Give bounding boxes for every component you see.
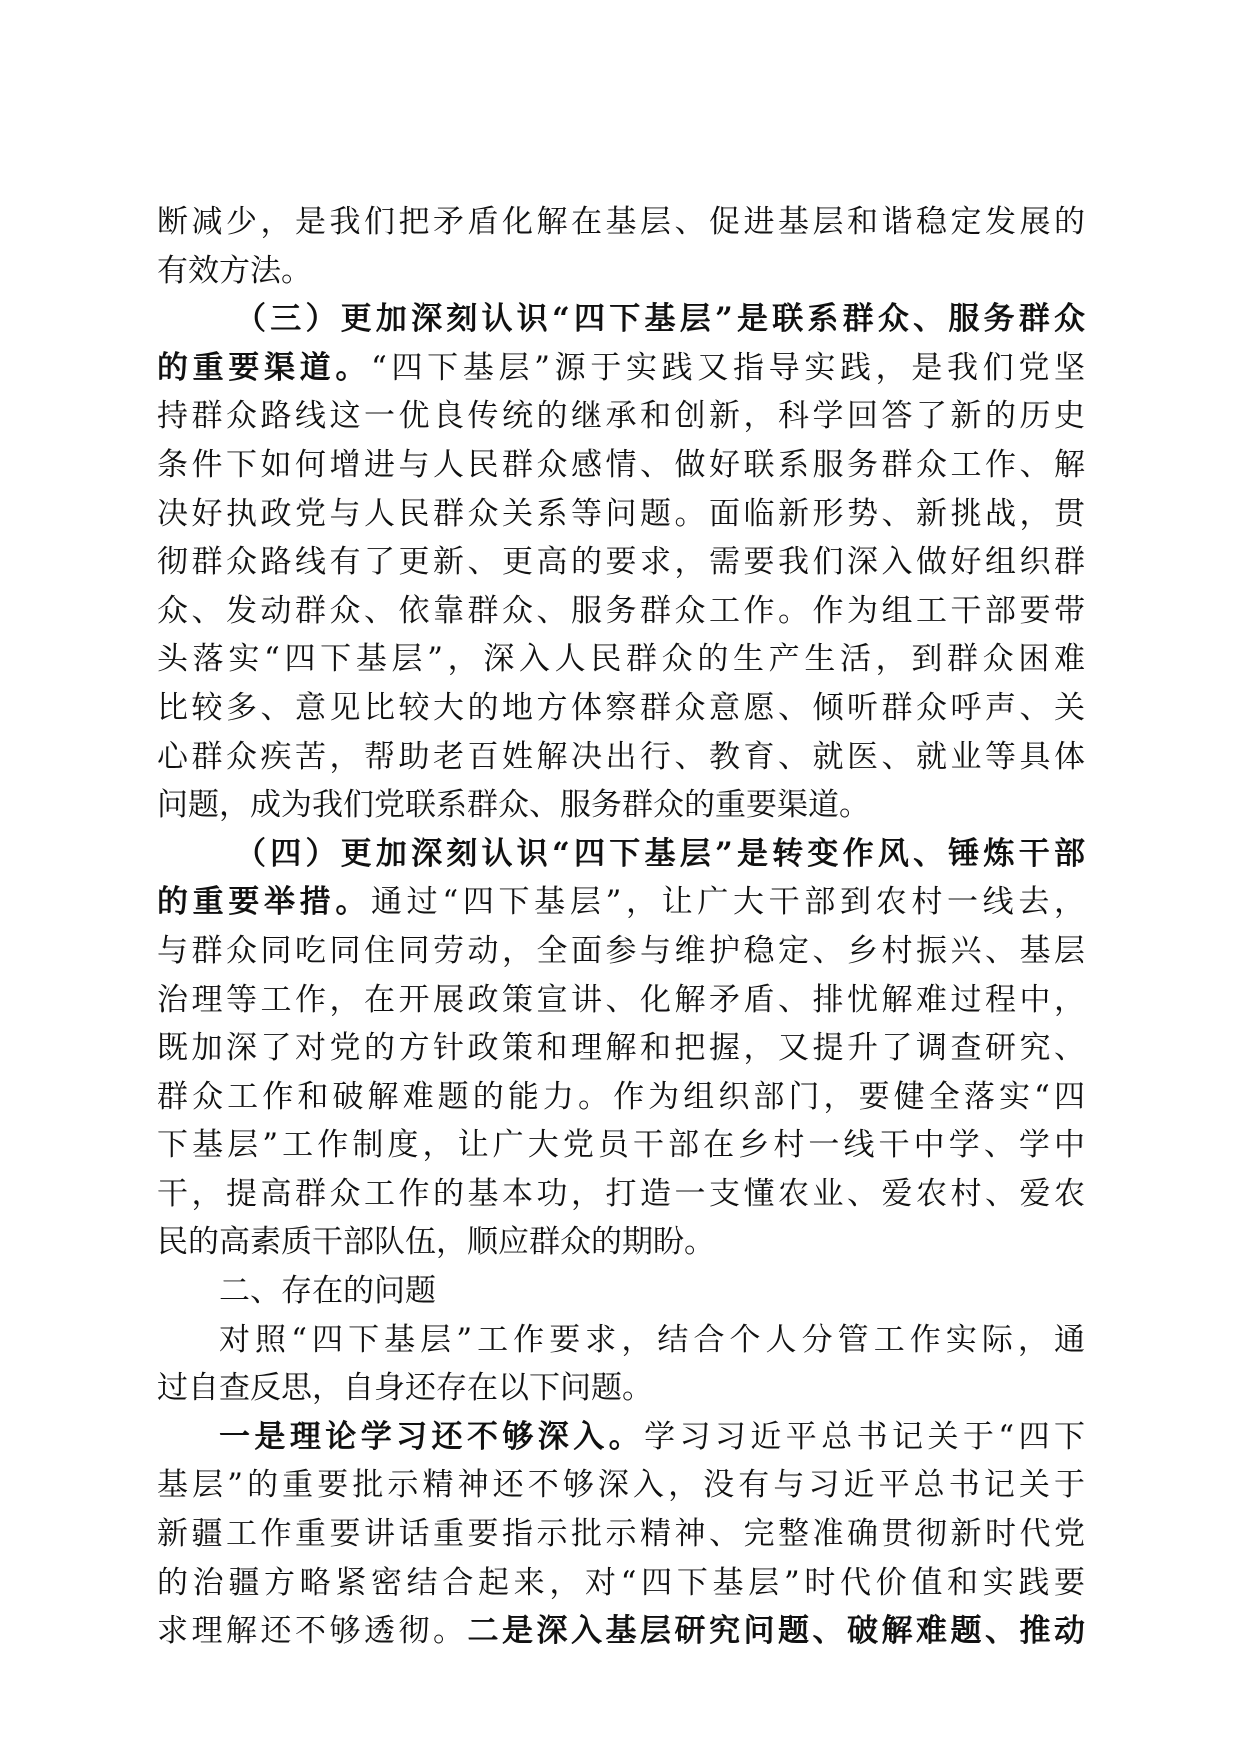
text-line bbox=[157, 781, 1085, 830]
body-text: 群众工作和破解难题的能力。作为组织部门，要健全落实“四 bbox=[157, 1078, 1085, 1115]
body-text: 治理等工作，在开展政策宣讲、化解矛盾、排忧解难过程中， bbox=[157, 981, 1085, 1018]
text-line bbox=[157, 1170, 1085, 1219]
text-line bbox=[157, 344, 1085, 393]
body-text: 新疆工作重要讲话重要指示批示精神、完整准确贯彻新时代党 bbox=[157, 1516, 1085, 1553]
bold-text: 二是深入基层研究问题、破解难题、推动 bbox=[467, 1613, 1085, 1650]
text-line bbox=[157, 1413, 1085, 1462]
text-line bbox=[157, 684, 1085, 733]
body-text: 决好执政党与人民群众关系等问题。面临新形势、新挑战，贯 bbox=[157, 495, 1085, 532]
text-line bbox=[157, 490, 1085, 539]
text-line bbox=[157, 976, 1085, 1025]
text-line bbox=[157, 587, 1085, 636]
text-line bbox=[157, 635, 1085, 684]
section-heading-3 bbox=[157, 295, 1085, 344]
document-body bbox=[157, 198, 1085, 1656]
text-line bbox=[157, 392, 1085, 441]
body-text: 既加深了对党的方针政策和理解和把握，又提升了调查研究、 bbox=[157, 1030, 1085, 1067]
body-text: 心群众疾苦，帮助老百姓解决出行、教育、就医、就业等具体 bbox=[157, 738, 1085, 775]
body-text: 条件下如何增进与人民群众感情、做好联系服务群众工作、解 bbox=[157, 446, 1085, 483]
body-text: 有效方法。 bbox=[157, 252, 312, 289]
text-line bbox=[157, 1510, 1085, 1559]
bold-text: 的重要举措。 bbox=[157, 884, 371, 921]
body-text: 持群众路线这一优良传统的继承和创新，科学回答了新的历史 bbox=[157, 398, 1085, 435]
bold-text: （三）更加深刻认识“四下基层”是联系群众、服务群众 bbox=[235, 301, 1085, 338]
text-line bbox=[157, 1364, 1085, 1413]
body-text: 民的高素质干部队伍，顺应群众的期盼。 bbox=[157, 1224, 715, 1261]
body-text: 求理解还不够透彻。 bbox=[157, 1613, 468, 1650]
body-text: 头落实“四下基层”，深入人民群众的生产生活，到群众困难 bbox=[157, 641, 1085, 678]
bold-text: 一是理论学习还不够深入。 bbox=[219, 1418, 645, 1455]
text-line bbox=[157, 1461, 1085, 1510]
body-text: 断减少，是我们把矛盾化解在基层、促进基层和谐稳定发展的 bbox=[157, 204, 1085, 240]
body-text: 学习习近平总书记关于“四下 bbox=[644, 1418, 1085, 1455]
body-text: 对照“四下基层”工作要求，结合个人分管工作实际，通 bbox=[219, 1321, 1085, 1358]
bold-text: 的重要渠道。 bbox=[157, 349, 371, 386]
text-line bbox=[157, 1073, 1085, 1122]
text-line bbox=[157, 1607, 1085, 1656]
body-text: 过自查反思，自身还存在以下问题。 bbox=[157, 1370, 653, 1407]
text-line bbox=[157, 1024, 1085, 1073]
section-heading-4 bbox=[157, 830, 1085, 879]
heading-text: 二、存在的问题 bbox=[219, 1273, 436, 1310]
body-text: 彻群众路线有了更新、更高的要求，需要我们深入做好组织群 bbox=[157, 544, 1085, 581]
text-line bbox=[157, 1218, 1085, 1267]
body-text: “四下基层”源于实践又指导实践，是我们党坚 bbox=[371, 349, 1085, 386]
bold-text: （四）更加深刻认识“四下基层”是转变作风、锤炼干部 bbox=[235, 835, 1085, 872]
body-text: 干，提高群众工作的基本功，打造一支懂农业、爱农村、爱农 bbox=[157, 1175, 1085, 1212]
body-text: 问题，成为我们党联系群众、服务群众的重要渠道。 bbox=[157, 787, 870, 824]
text-line bbox=[157, 1559, 1085, 1608]
body-text: 比较多、意见比较大的地方体察群众意愿、倾听群众呼声、关 bbox=[157, 689, 1085, 726]
body-text: 基层”的重要批示精神还不够深入，没有与习近平总书记关于 bbox=[157, 1467, 1085, 1504]
text-line bbox=[157, 878, 1085, 927]
text-line bbox=[157, 198, 1085, 247]
section-heading-2 bbox=[157, 1267, 1085, 1316]
body-text: 的治疆方略紧密结合起来，对“四下基层”时代价值和实践要 bbox=[157, 1564, 1085, 1601]
text-line bbox=[157, 927, 1085, 976]
body-text: 与群众同吃同住同劳动，全面参与维护稳定、乡村振兴、基层 bbox=[157, 932, 1085, 969]
text-line bbox=[157, 1316, 1085, 1365]
text-line bbox=[157, 1121, 1085, 1170]
text-line bbox=[157, 733, 1085, 782]
text-line bbox=[157, 538, 1085, 587]
text-line bbox=[157, 441, 1085, 490]
body-text: 下基层”工作制度，让广大党员干部在乡村一线干中学、学中 bbox=[157, 1127, 1085, 1164]
text-line bbox=[157, 247, 1085, 296]
body-text: 众、发动群众、依靠群众、服务群众工作。作为组工干部要带 bbox=[157, 592, 1085, 629]
body-text: 通过“四下基层”，让广大干部到农村一线去， bbox=[371, 884, 1085, 921]
